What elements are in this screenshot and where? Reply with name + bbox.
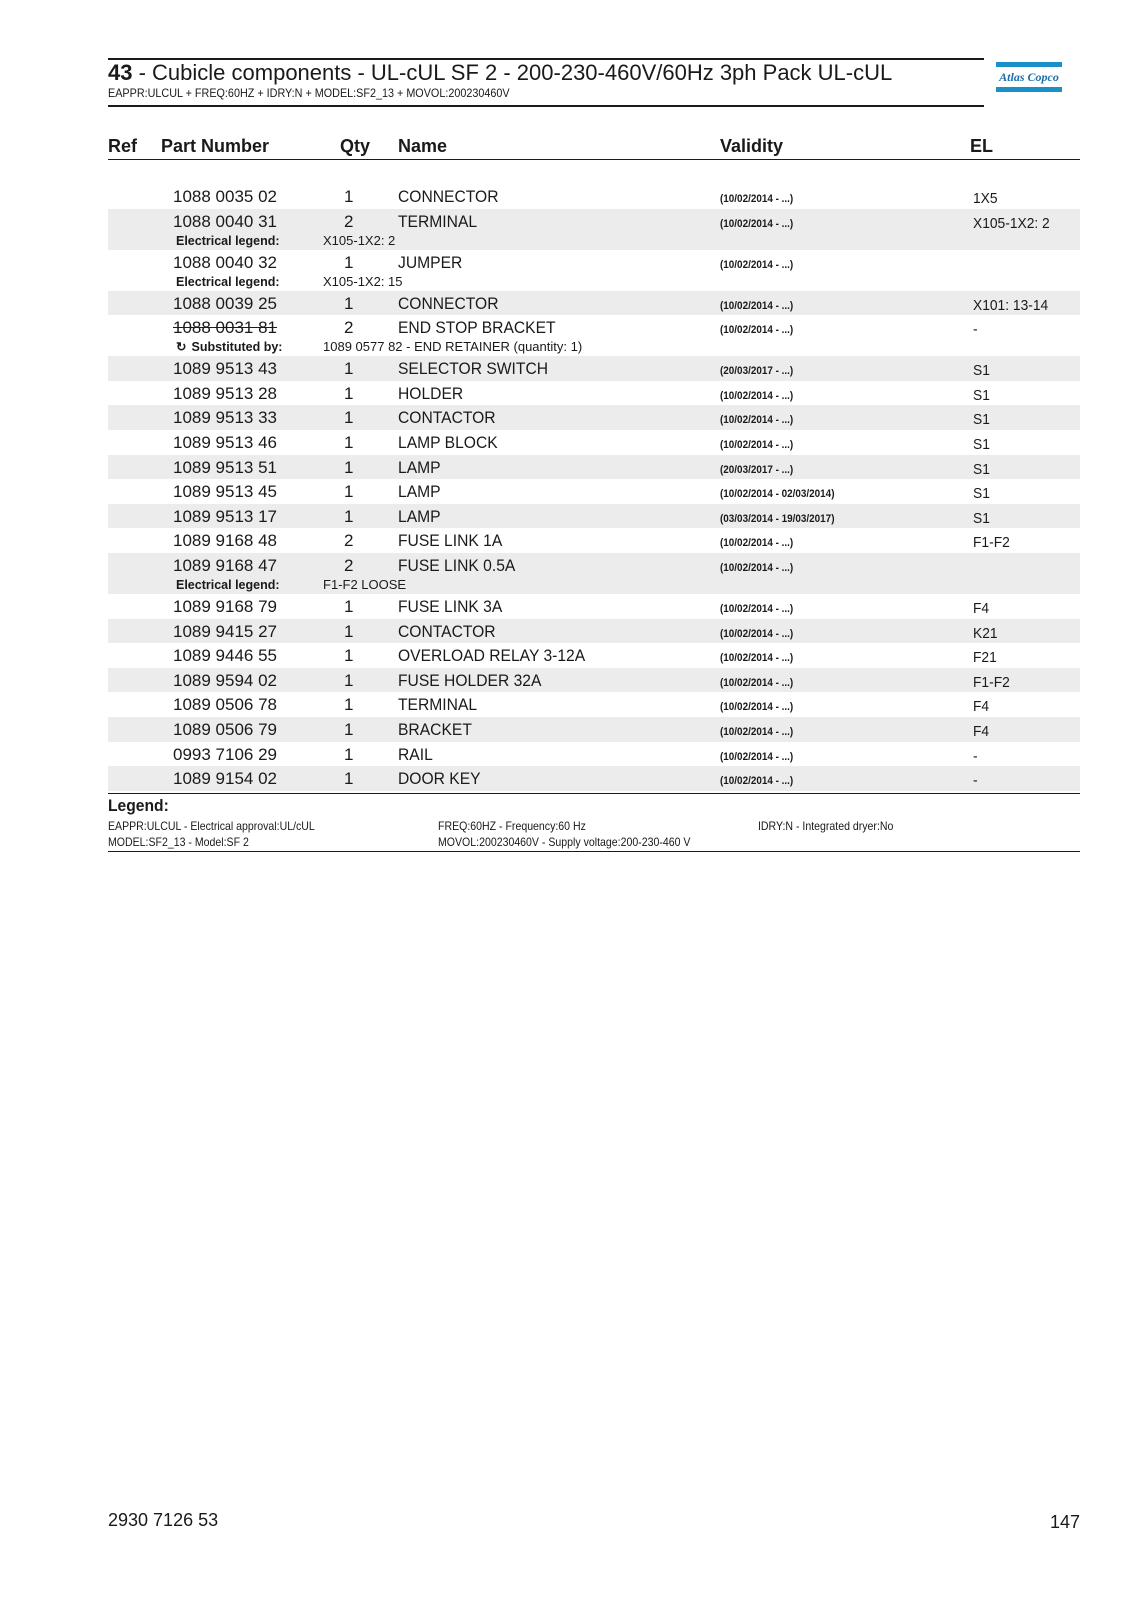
- part-number: 1089 9415 27: [173, 621, 277, 641]
- quantity: 1: [344, 506, 354, 526]
- electrical-legend-code: 1X5: [973, 190, 998, 207]
- part-name: TERMINAL: [398, 211, 478, 231]
- part-name: LAMP: [398, 506, 441, 526]
- part-name: LAMP: [398, 457, 441, 477]
- electrical-legend-code: S1: [973, 460, 990, 478]
- part-number: 1088 0040 31: [173, 211, 277, 231]
- legend-item: FREQ:60HZ - Frequency:60 Hz: [438, 819, 586, 833]
- legend: [108, 793, 1080, 852]
- table-row: [108, 381, 1080, 406]
- part-number: 1089 9446 55: [173, 646, 277, 666]
- quantity: 1: [344, 769, 354, 789]
- part-name: SELECTOR SWITCH: [398, 359, 549, 379]
- electrical-legend-code: F21: [973, 649, 997, 667]
- table-row: [108, 430, 1080, 455]
- table-row: [108, 291, 1080, 316]
- column-el: EL: [970, 136, 994, 156]
- legend-title: Legend:: [108, 796, 169, 815]
- table-row: [108, 643, 1080, 668]
- electrical-legend-code: S1: [973, 485, 990, 503]
- validity: (10/02/2014 - ...): [720, 438, 794, 451]
- quantity: 1: [344, 482, 354, 502]
- electrical-legend-code: F4: [973, 698, 990, 716]
- table-row: [108, 692, 1080, 717]
- table-row: [108, 766, 1080, 791]
- validity: (10/02/2014 - ...): [720, 775, 794, 788]
- part-name: END STOP BRACKET: [398, 318, 556, 338]
- part-number: 1089 9513 17: [173, 506, 277, 526]
- validity: (10/02/2014 - ...): [720, 561, 794, 574]
- table-row: [108, 668, 1080, 693]
- validity: (20/03/2017 - ...): [720, 463, 794, 476]
- part-number: 1089 9168 79: [173, 596, 277, 616]
- quantity: 1: [344, 408, 354, 428]
- part-name: HOLDER: [398, 383, 464, 403]
- part-name: DOOR KEY: [398, 769, 481, 789]
- validity: (10/02/2014 - ...): [720, 627, 794, 640]
- part-name: CONNECTOR: [398, 293, 499, 313]
- electrical-legend-code: X105-1X2: 2: [973, 214, 1050, 232]
- part-number: 1089 9168 47: [173, 555, 277, 575]
- table-row: [108, 619, 1080, 644]
- section-number: 43: [108, 60, 133, 85]
- electrical-legend-value: F1-F2 LOOSE: [323, 576, 407, 592]
- table-row: [108, 315, 1080, 356]
- part-name: BRACKET: [398, 719, 472, 739]
- legend-items: [108, 817, 1080, 852]
- legend-item: EAPPR:ULCUL - Electrical approval:UL/cUL: [108, 819, 315, 833]
- electrical-legend-label: [176, 233, 280, 249]
- part-number: 1088 0039 25: [173, 293, 277, 313]
- part-number: 1088 0031 81: [173, 318, 277, 338]
- table-row: [108, 553, 1080, 594]
- refresh-icon: ↻: [176, 340, 187, 355]
- validity: (03/03/2014 - 19/03/2017): [720, 512, 835, 525]
- validity: (10/02/2014 - ...): [720, 389, 794, 402]
- validity: (10/02/2014 - ...): [720, 676, 794, 689]
- legend-item: MODEL:SF2_13 - Model:SF 2: [108, 835, 249, 849]
- electrical-legend-value: X105-1X2: 15: [323, 273, 403, 289]
- electrical-legend-code: S1: [973, 509, 990, 527]
- column-ref: Ref: [108, 136, 138, 156]
- quantity: 1: [344, 383, 354, 403]
- column-name: Name: [398, 136, 448, 156]
- validity: (10/02/2014 - ...): [720, 414, 794, 427]
- part-number: 1089 9513 43: [173, 359, 277, 379]
- header-rule-bottom: [108, 105, 984, 107]
- logo-band-bottom: [996, 87, 1062, 92]
- table-row: [108, 717, 1080, 742]
- quantity: 1: [344, 457, 354, 477]
- electrical-legend-label: [176, 274, 280, 290]
- quantity: 1: [344, 670, 354, 690]
- part-name: TERMINAL: [398, 695, 478, 715]
- quantity: 1: [344, 646, 354, 666]
- part-number: 1089 9513 51: [173, 457, 277, 477]
- table-row: [108, 209, 1080, 250]
- electrical-legend-code: F1-F2: [973, 673, 1010, 691]
- table-row: [108, 405, 1080, 430]
- electrical-legend-label: [176, 577, 280, 593]
- part-name: CONNECTOR: [398, 187, 499, 206]
- validity: (10/02/2014 - ...): [720, 324, 794, 337]
- part-number: 1089 9594 02: [173, 670, 277, 690]
- electrical-legend-code: -: [973, 321, 978, 339]
- legend-item: MOVOL:200230460V - Supply voltage:200-230-460 V: [438, 835, 691, 849]
- electrical-legend-code: F1-F2: [973, 534, 1010, 552]
- table-row: [108, 528, 1080, 553]
- parts-table: [108, 133, 1080, 791]
- atlas-copco-logo: [996, 62, 1062, 94]
- part-name: LAMP BLOCK: [398, 432, 498, 452]
- quantity: 2: [344, 555, 354, 575]
- part-name: JUMPER: [398, 252, 463, 272]
- page-header: [108, 58, 984, 107]
- part-number: 1089 0506 79: [173, 719, 277, 739]
- part-number: 1089 9513 28: [173, 383, 277, 403]
- quantity: 1: [344, 695, 354, 715]
- validity: (10/02/2014 - ...): [720, 258, 794, 271]
- table-row: [108, 250, 1080, 291]
- part-number: 1089 9168 48: [173, 531, 277, 551]
- quantity: 1: [344, 744, 354, 764]
- part-name: FUSE LINK 1A: [398, 531, 503, 551]
- electrical-legend-code: S1: [973, 411, 990, 429]
- logo-text: Atlas Copco: [999, 70, 1059, 84]
- part-name: RAIL: [398, 744, 433, 764]
- substituted-by-label: [176, 339, 282, 355]
- page-number: 147: [1050, 1512, 1081, 1532]
- validity: (10/02/2014 - ...): [720, 750, 794, 763]
- electrical-legend-code: F4: [973, 722, 990, 740]
- quantity: 2: [344, 531, 354, 551]
- quantity: 1: [344, 359, 354, 379]
- electrical-legend-code: F4: [973, 599, 990, 617]
- part-number: 1089 9154 02: [173, 769, 277, 789]
- electrical-legend-code: -: [973, 747, 978, 765]
- table-row: [108, 356, 1080, 381]
- part-name: OVERLOAD RELAY 3-12A: [398, 646, 586, 666]
- part-number: 1088 0035 02: [173, 187, 277, 206]
- part-number: 1089 9513 46: [173, 432, 277, 452]
- part-number: 1089 0506 78: [173, 695, 277, 715]
- validity: (10/02/2014 - ...): [720, 217, 794, 230]
- electrical-legend-code: -: [973, 772, 978, 790]
- table-row: [108, 504, 1080, 529]
- column-qty: Qty: [340, 136, 371, 156]
- quantity: 1: [344, 187, 354, 206]
- part-name: CONTACTOR: [398, 621, 496, 641]
- table-row: [108, 184, 1080, 209]
- part-name: FUSE LINK 3A: [398, 596, 503, 616]
- table-row: [108, 742, 1080, 767]
- electrical-legend-code: S1: [973, 386, 990, 404]
- validity: (10/02/2014 - 02/03/2014): [720, 488, 835, 501]
- quantity: 1: [344, 252, 354, 272]
- table-row: [108, 455, 1080, 480]
- part-number: 1088 0040 32: [173, 252, 277, 272]
- validity: (10/02/2014 - ...): [720, 193, 794, 205]
- sub-label-text: Electrical legend:: [176, 577, 280, 592]
- page-title: [108, 60, 984, 86]
- document-number: 2930 7126 53: [108, 1510, 219, 1530]
- quantity: 2: [344, 211, 354, 231]
- sub-label-text: Substituted by:: [191, 340, 283, 355]
- validity: (10/02/2014 - ...): [720, 725, 794, 738]
- electrical-legend-code: K21: [973, 624, 998, 642]
- quantity: 1: [344, 293, 354, 313]
- part-name: FUSE HOLDER 32A: [398, 670, 542, 690]
- quantity: 1: [344, 719, 354, 739]
- page-subtitle: EAPPR:ULCUL + FREQ:60HZ + IDRY:N + MODEL:SF2_13 + MOVOL:200230460V: [108, 86, 510, 100]
- section-title: - Cubicle components - UL-cUL SF 2 - 200-230-460V/60Hz 3ph Pack UL-cUL: [132, 60, 893, 85]
- validity: (10/02/2014 - ...): [720, 652, 794, 665]
- table-body: [108, 184, 1080, 791]
- table-row: [108, 594, 1080, 619]
- electrical-legend-value: X105-1X2: 2: [323, 232, 396, 248]
- quantity: 2: [344, 318, 354, 338]
- part-number: 1089 9513 45: [173, 482, 277, 502]
- validity: (10/02/2014 - ...): [720, 299, 794, 312]
- electrical-legend-code: S1: [973, 435, 990, 453]
- electrical-legend-code: S1: [973, 362, 990, 380]
- sub-label-text: Electrical legend:: [176, 274, 280, 289]
- validity: (10/02/2014 - ...): [720, 701, 794, 714]
- part-name: LAMP: [398, 482, 441, 502]
- part-name: CONTACTOR: [398, 408, 496, 428]
- sub-label-text: Electrical legend:: [176, 233, 280, 248]
- table-row: [108, 479, 1080, 504]
- substitute-part: 1089 0577 82 - END RETAINER (quantity: 1): [323, 339, 583, 355]
- electrical-legend-code: X101: 13-14: [973, 296, 1049, 314]
- part-number: 0993 7106 29: [173, 744, 277, 764]
- column-part-number: Part Number: [161, 136, 270, 156]
- validity: (10/02/2014 - ...): [720, 602, 794, 615]
- legend-item: IDRY:N - Integrated dryer:No: [758, 819, 894, 833]
- quantity: 1: [344, 596, 354, 616]
- validity: (20/03/2017 - ...): [720, 365, 794, 378]
- quantity: 1: [344, 621, 354, 641]
- table-header: [108, 133, 1080, 160]
- part-name: FUSE LINK 0.5A: [398, 555, 516, 575]
- column-validity: Validity: [720, 136, 784, 156]
- validity: (10/02/2014 - ...): [720, 537, 794, 550]
- quantity: 1: [344, 432, 354, 452]
- part-number: 1089 9513 33: [173, 408, 277, 428]
